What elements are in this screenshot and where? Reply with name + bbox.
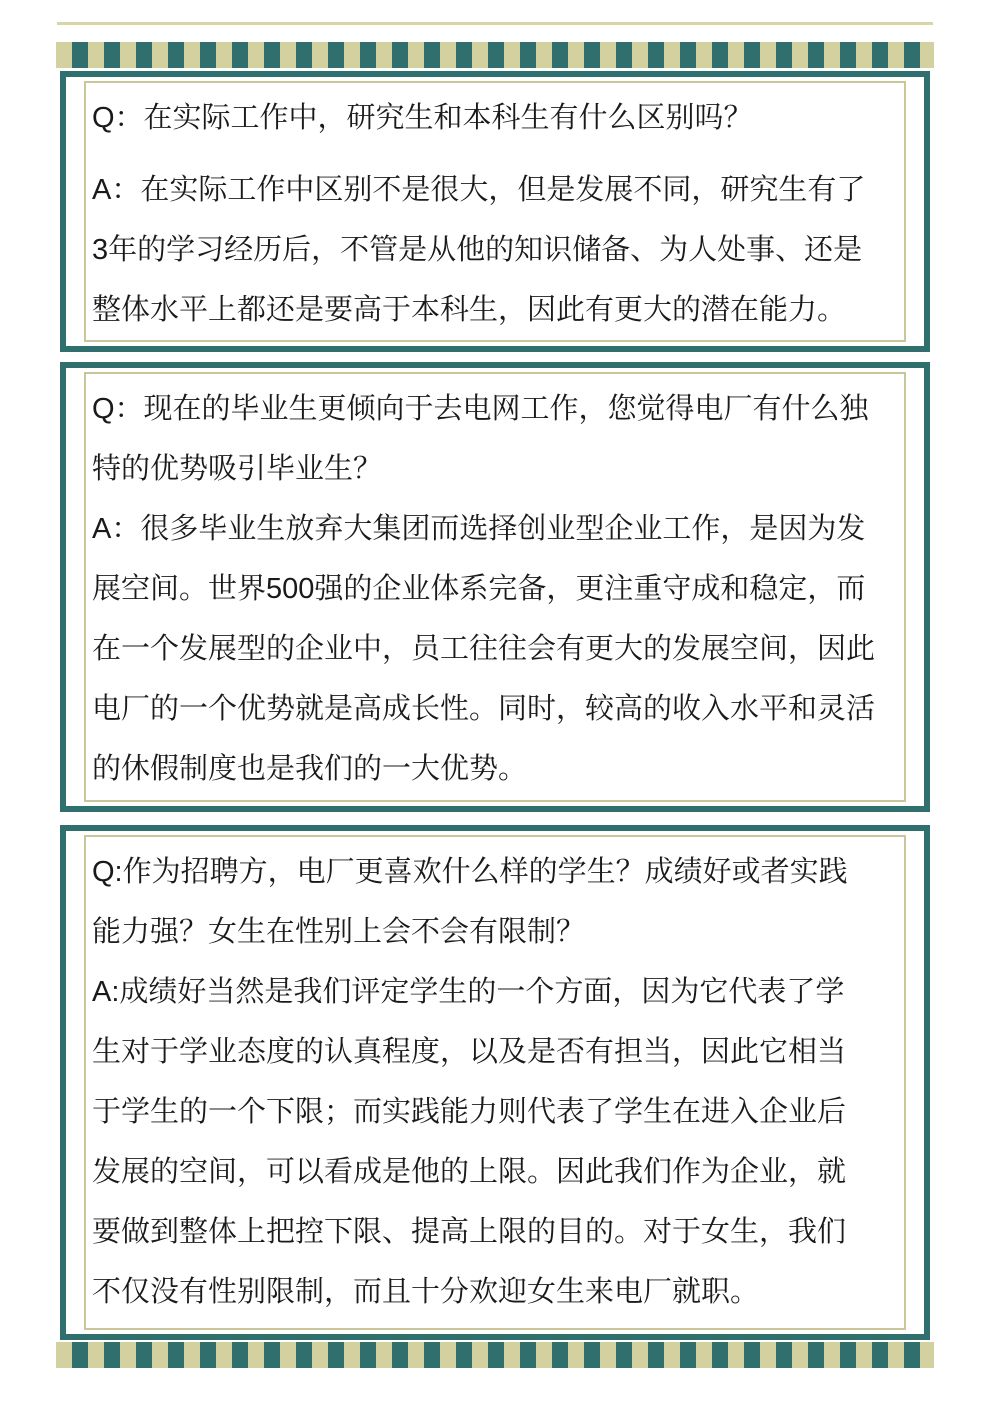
qa-card-3-inner-frame [84, 835, 906, 1330]
qa-card-3 [60, 825, 930, 1340]
answer-line: 生对于学业态度的认真程度，以及是否有担当，因此它相当 [92, 1036, 847, 1068]
qa-card-3-answer [92, 962, 900, 1322]
answer-line: 的休假制度也是我们的一大优势。 [92, 753, 528, 785]
question-line: Q：现在的毕业生更倾向于去电网工作，您觉得电厂有什么独 [92, 393, 869, 425]
qa-card-2-answer [92, 499, 900, 799]
answer-line: A：在实际工作中区别不是很大，但是发展不同，研究生有了 [92, 174, 866, 206]
question-line: 能力强？女生在性别上会不会有限制？ [92, 916, 586, 948]
answer-line: 电厂的一个优势就是高成长性。同时，较高的收入水平和灵活 [92, 693, 876, 725]
answer-line: 要做到整体上把控下限、提高上限的目的。对于女生，我们 [92, 1216, 847, 1248]
qa-card-3-question [92, 842, 900, 962]
question-line: Q:作为招聘方，电厂更喜欢什么样的学生？成绩好或者实践 [92, 856, 848, 888]
answer-line: 整体水平上都还是要高于本科生，因此有更大的潜在能力。 [92, 294, 847, 326]
qa-card-2-inner-frame [84, 372, 906, 802]
qa-card-1-answer [92, 160, 900, 340]
answer-line: 于学生的一个下限；而实践能力则代表了学生在进入企业后 [92, 1096, 847, 1128]
qa-card-1 [60, 71, 930, 352]
qa-card-2 [60, 362, 930, 812]
answer-line: 在一个发展型的企业中，员工往往会有更大的发展空间，因此 [92, 633, 876, 665]
top-accent-line [57, 22, 933, 25]
top-stripe-border [56, 42, 934, 68]
question-line: Q：在实际工作中，研究生和本科生有什么区别吗？ [92, 102, 753, 134]
qa-card-2-question [92, 379, 900, 499]
answer-line: 发展的空间，可以看成是他的上限。因此我们作为企业，就 [92, 1156, 847, 1188]
qa-card-1-inner-frame [84, 81, 906, 342]
qa-card-1-question [92, 88, 900, 148]
answer-line: 3年的学习经历后，不管是从他的知识储备、为人处事、还是 [92, 234, 863, 266]
question-line: 特的优势吸引毕业生？ [92, 453, 383, 485]
answer-line: A：很多毕业生放弃大集团而选择创业型企业工作，是因为发 [92, 513, 866, 545]
answer-line: 展空间。世界500强的企业体系完备，更注重守成和稳定，而 [92, 573, 866, 605]
bottom-stripe-border [56, 1342, 934, 1368]
answer-line: 不仅没有性别限制，而且十分欢迎女生来电厂就职。 [92, 1276, 760, 1308]
answer-line: A:成绩好当然是我们评定学生的一个方面，因为它代表了学 [92, 976, 845, 1008]
